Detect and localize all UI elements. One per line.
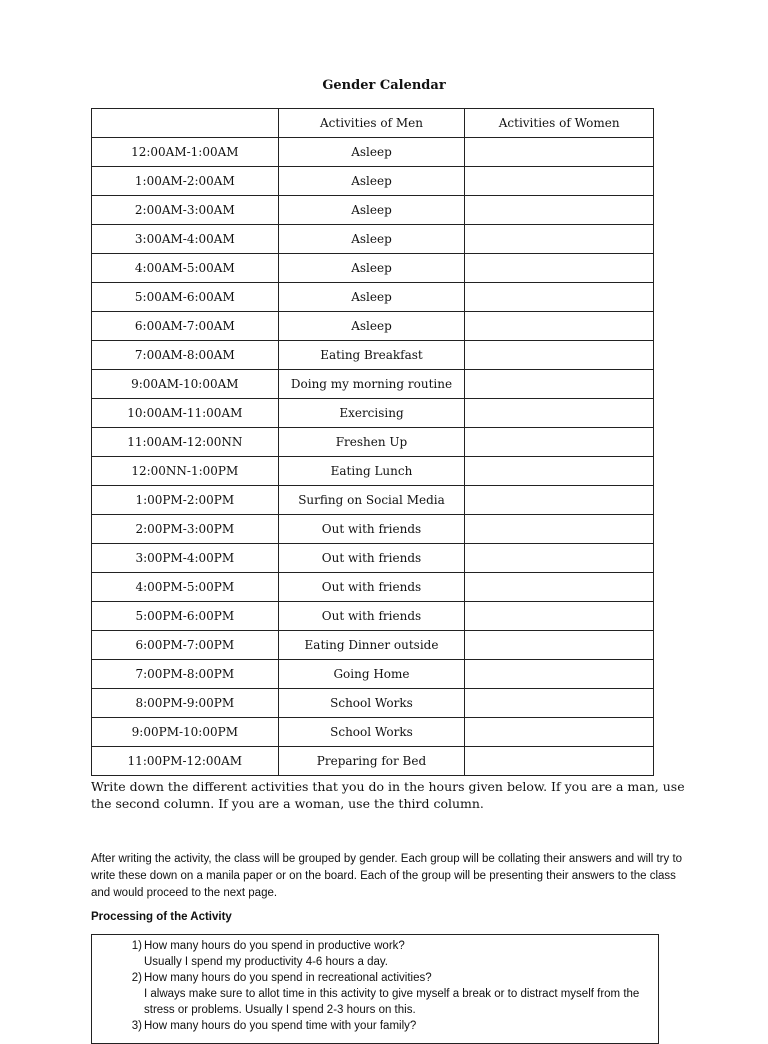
men-activity-cell: Doing my morning routine	[278, 370, 465, 399]
time-cell: 3:00PM-4:00PM	[92, 544, 279, 573]
table-row	[92, 486, 654, 515]
women-activity-cell	[465, 544, 654, 573]
time-cell: 1:00AM-2:00AM	[92, 167, 279, 196]
women-activity-cell	[465, 747, 654, 776]
men-activity-cell: Out with friends	[278, 573, 465, 602]
men-activity-cell: Out with friends	[278, 515, 465, 544]
table-row	[92, 254, 654, 283]
time-cell: 10:00AM-11:00AM	[92, 399, 279, 428]
time-cell: 5:00AM-6:00AM	[92, 283, 279, 312]
question-number: 2)	[131, 972, 142, 984]
men-activity-cell: Out with friends	[278, 602, 465, 631]
women-activity-cell	[465, 399, 654, 428]
women-activity-cell	[465, 631, 654, 660]
header-men: Activities of Men	[278, 109, 465, 138]
women-activity-cell	[465, 312, 654, 341]
men-activity-cell: Eating Dinner outside	[278, 631, 465, 660]
men-activity-cell: Asleep	[278, 312, 465, 341]
men-activity-cell: Asleep	[278, 196, 465, 225]
women-activity-cell	[465, 515, 654, 544]
question-body	[144, 1018, 644, 1034]
men-activity-cell: Freshen Up	[278, 428, 465, 457]
table-row	[92, 370, 654, 399]
women-activity-cell	[465, 370, 654, 399]
question-text: How many hours do you spend in productive work?	[144, 940, 405, 952]
men-activity-cell: Preparing for Bed	[278, 747, 465, 776]
header-time	[92, 109, 279, 138]
table-row	[92, 225, 654, 254]
table-row	[92, 747, 654, 776]
gender-calendar-table	[91, 108, 654, 776]
answer-text: I always make sure to allot time in this activity to give myself a break or to distract myself from the stress or problems. Usually I spend 2-3 hours on this.	[144, 988, 640, 1016]
women-activity-cell	[465, 196, 654, 225]
men-activity-cell: Asleep	[278, 283, 465, 312]
women-activity-cell	[465, 660, 654, 689]
table-row	[92, 718, 654, 747]
question-text: How many hours do you spend in recreational activities?	[144, 972, 432, 984]
instructions-text: Write down the different activities that you do in the hours given below. If you are a man, use the second column. If you are a woman, use the third column.	[91, 779, 685, 811]
men-activity-cell: Eating Breakfast	[278, 341, 465, 370]
women-activity-cell	[465, 486, 654, 515]
page-title: Gender Calendar	[322, 78, 446, 93]
table-row	[92, 457, 654, 486]
time-cell: 12:00NN-1:00PM	[92, 457, 279, 486]
men-activity-cell: School Works	[278, 689, 465, 718]
women-activity-cell	[465, 718, 654, 747]
men-activity-cell: Asleep	[278, 167, 465, 196]
table-row	[92, 573, 654, 602]
women-activity-cell	[465, 283, 654, 312]
question-item	[92, 970, 658, 1018]
women-activity-cell	[465, 225, 654, 254]
time-cell: 3:00AM-4:00AM	[92, 225, 279, 254]
women-activity-cell	[465, 573, 654, 602]
question-body	[144, 938, 644, 970]
time-cell: 2:00AM-3:00AM	[92, 196, 279, 225]
table-row	[92, 515, 654, 544]
table-row	[92, 167, 654, 196]
men-activity-cell: Going Home	[278, 660, 465, 689]
table-row	[92, 283, 654, 312]
time-cell: 4:00AM-5:00AM	[92, 254, 279, 283]
grouping-paragraph: After writing the activity, the class will be grouped by gender. Each group will be collating their answers and will try to write these down on a manila paper or on the board. Each of the group will be presenting their answers to the class and would proceed to the next page.	[91, 853, 683, 899]
time-cell: 8:00PM-9:00PM	[92, 689, 279, 718]
men-activity-cell: Asleep	[278, 225, 465, 254]
question-number: 1)	[131, 940, 142, 952]
women-activity-cell	[465, 138, 654, 167]
men-activity-cell: Out with friends	[278, 544, 465, 573]
table-row	[92, 602, 654, 631]
men-activity-cell: Eating Lunch	[278, 457, 465, 486]
table-row	[92, 312, 654, 341]
men-activity-cell: Surfing on Social Media	[278, 486, 465, 515]
time-cell: 7:00PM-8:00PM	[92, 660, 279, 689]
time-cell: 12:00AM-1:00AM	[92, 138, 279, 167]
time-cell: 2:00PM-3:00PM	[92, 515, 279, 544]
answer-text: Usually I spend my productivity 4-6 hours a day.	[144, 956, 388, 968]
time-cell: 7:00AM-8:00AM	[92, 341, 279, 370]
women-activity-cell	[465, 254, 654, 283]
table-row	[92, 689, 654, 718]
women-activity-cell	[465, 457, 654, 486]
time-cell: 9:00AM-10:00AM	[92, 370, 279, 399]
time-cell: 1:00PM-2:00PM	[92, 486, 279, 515]
men-activity-cell: Asleep	[278, 138, 465, 167]
time-cell: 5:00PM-6:00PM	[92, 602, 279, 631]
table-row	[92, 138, 654, 167]
men-activity-cell: Asleep	[278, 254, 465, 283]
table-header-row	[92, 109, 654, 138]
table-row	[92, 428, 654, 457]
question-body	[144, 970, 644, 1018]
table-row	[92, 196, 654, 225]
women-activity-cell	[465, 167, 654, 196]
time-cell: 4:00PM-5:00PM	[92, 573, 279, 602]
time-cell: 11:00AM-12:00NN	[92, 428, 279, 457]
table-row	[92, 544, 654, 573]
men-activity-cell: School Works	[278, 718, 465, 747]
question-item	[92, 1018, 658, 1034]
question-text: How many hours do you spend time with your family?	[144, 1020, 417, 1032]
processing-heading: Processing of the Activity	[91, 911, 232, 923]
time-cell: 9:00PM-10:00PM	[92, 718, 279, 747]
header-women: Activities of Women	[465, 109, 654, 138]
time-cell: 6:00PM-7:00PM	[92, 631, 279, 660]
question-item	[92, 938, 658, 970]
women-activity-cell	[465, 341, 654, 370]
table-row	[92, 660, 654, 689]
time-cell: 11:00PM-12:00AM	[92, 747, 279, 776]
women-activity-cell	[465, 689, 654, 718]
question-number: 3)	[131, 1020, 142, 1032]
women-activity-cell	[465, 428, 654, 457]
men-activity-cell: Exercising	[278, 399, 465, 428]
women-activity-cell	[465, 602, 654, 631]
table-row	[92, 631, 654, 660]
time-cell: 6:00AM-7:00AM	[92, 312, 279, 341]
questions-box	[91, 934, 659, 1044]
table-row	[92, 399, 654, 428]
table-row	[92, 341, 654, 370]
